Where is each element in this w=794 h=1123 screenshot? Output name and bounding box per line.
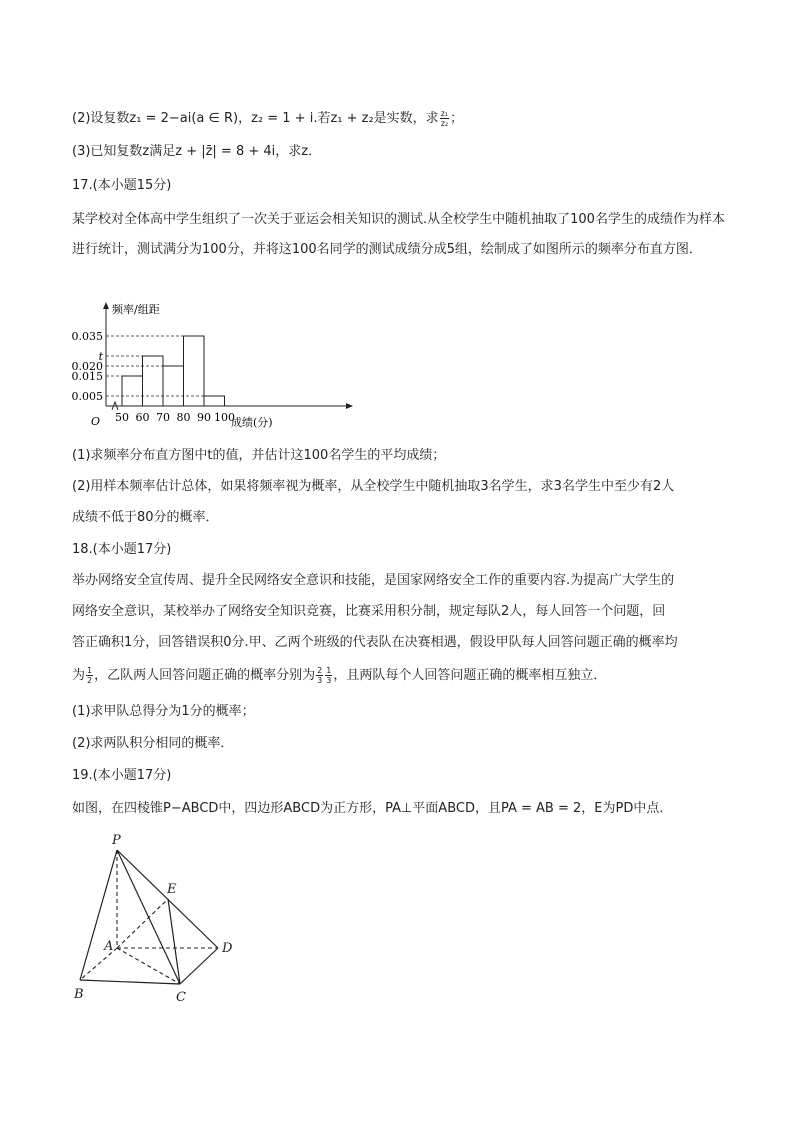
histogram-origin: O bbox=[91, 415, 101, 428]
q17-header: 17.(本小题15分) bbox=[72, 178, 172, 193]
q19-header: 19.(本小题17分) bbox=[72, 768, 172, 783]
histogram-xlabel: 成绩(分) bbox=[231, 416, 273, 429]
label-A: A bbox=[104, 939, 114, 954]
label-C: C bbox=[176, 990, 186, 1005]
q17-sub2-line2: 成绩不低于80分的概率． bbox=[72, 510, 219, 525]
histogram-bar bbox=[163, 366, 184, 406]
y-tick-label: 0.035 bbox=[71, 330, 103, 343]
q16-part2: (2)设复数z₁ = 2−ai(a ∈ R)，z₂ = 1 + i.若z₁ + z₂是实数，求 $\frac{\text{z₁}}{\text{z₂}}$ ； bbox=[72, 109, 464, 128]
y-tick-label: 0.005 bbox=[71, 390, 103, 403]
label-E: E bbox=[167, 882, 177, 897]
histogram-bar bbox=[204, 396, 225, 406]
edge-AE bbox=[117, 899, 168, 948]
x-axis-arrow bbox=[346, 403, 353, 409]
q18-body-line1: 举办网络安全宣传周、提升全民网络安全意识和技能，是国家网络安全工作的重要内容.为提高广大学生的 bbox=[72, 573, 675, 588]
x-tick-label: 50 bbox=[115, 411, 129, 424]
label-D: D bbox=[222, 941, 233, 956]
histogram-ylabel: 频率/组距 bbox=[112, 303, 160, 316]
fraction-one-half: $\frac{1}{2}$ bbox=[87, 666, 93, 685]
q18-body-line2: 网络安全意识，某校举办了网络安全知识竞赛，比赛采用积分制，规定每队2人，每人回答一个问题，回 bbox=[72, 604, 666, 619]
q18-sub2: (2)求两队积分相同的概率． bbox=[72, 736, 234, 751]
pyramid-diagram bbox=[70, 828, 270, 1008]
histogram-bar bbox=[122, 376, 143, 406]
q16-part2-text: (2)设复数z₁ = 2−ai(a ∈ R)，z₂ = 1 + i.若z₁ + z₂是实数，求 bbox=[72, 111, 439, 126]
q18-sub1: (1)求甲队总得分为1分的概率； bbox=[72, 704, 255, 719]
x-tick-label: 70 bbox=[156, 411, 170, 424]
y-tick-label: 0.015 bbox=[71, 370, 103, 383]
x-tick-label: 60 bbox=[135, 411, 150, 424]
x-tick-label: 100 bbox=[214, 411, 235, 424]
fraction-one-third: $\frac{1}{3}$ bbox=[326, 666, 332, 685]
z1-over-z2-fraction: $\frac{\text{z₁}}{\text{z₂}}$ bbox=[440, 109, 449, 128]
label-B: B bbox=[74, 987, 84, 1002]
q16-part3: (3)已知复数z满足z + |z̄| = 8 + 4i，求z． bbox=[72, 144, 322, 159]
histogram-bar bbox=[143, 356, 164, 406]
y-tick-label: t bbox=[98, 350, 103, 363]
edge-AC bbox=[117, 948, 180, 984]
q18-header: 18.(本小题17分) bbox=[72, 542, 172, 557]
x-tick-label: 80 bbox=[176, 411, 191, 424]
fraction-two-thirds: $\frac{2}{3}$ bbox=[317, 666, 323, 685]
q17-body: 某学校对全体高中学生组织了一次关于亚运会相关知识的测试.从全校学生中随机抽取了100名学生的成绩作为样本进行统计，测试满分为100分，并将这100名同学的测试成绩分成5组，绘制成了如图所示的频率分布直方图． bbox=[72, 212, 725, 257]
histogram-marks bbox=[72, 302, 354, 424]
label-P: P bbox=[112, 833, 121, 848]
q18-body-line4: 为 $\frac{1}{2}$ ，乙队两人回答问题正确的概率分别为 $\frac{2}{3}$ $\frac{1}{3}$ ，且两队每个人回答问题正确的概率相互独立． bbox=[72, 666, 607, 685]
q17-sub2-line1: (2)用样本频率估计总体，如果将频率视为概率，从全校学生中随机抽取3名学生，求3名学生中至少有2人 bbox=[72, 479, 675, 494]
edge-BC bbox=[80, 980, 180, 984]
frequency-histogram bbox=[60, 295, 380, 435]
edge-PB bbox=[80, 850, 117, 980]
q19-body: 如图，在四棱锥P−ABCD中，四边形ABCD为正方形，PA⊥平面ABCD，且PA = AB = 2，E为PD中点． bbox=[72, 801, 673, 816]
x-tick-label: 90 bbox=[197, 411, 211, 424]
q18-body-line3: 答正确积1分，回答错误积0分.甲、乙两个班级的代表队在决赛相遇，假设甲队每人回答问题正确的概率均 bbox=[72, 635, 678, 650]
y-tick-label: 0.020 bbox=[71, 360, 103, 373]
y-axis-arrow bbox=[103, 302, 109, 309]
edge-CD bbox=[180, 948, 218, 984]
q17-sub1: (1)求频率分布直方图中t的值，并估计这100名学生的平均成绩； bbox=[72, 448, 446, 463]
histogram-bar bbox=[184, 336, 205, 406]
